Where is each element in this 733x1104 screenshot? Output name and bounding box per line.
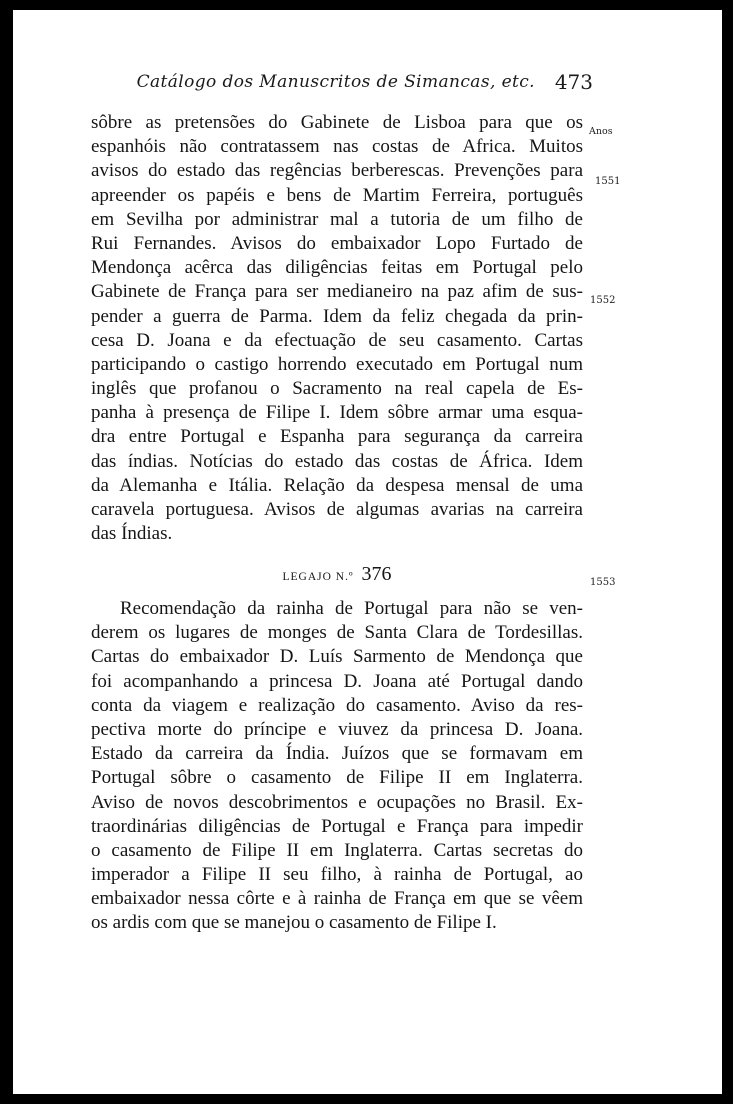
text-line: Rui Fernandes. Avisos do embaixador Lopo Furtado de (91, 232, 583, 254)
text-line: pectiva morte do príncipe e viuvez da princesa D. Joana. (91, 718, 583, 740)
text-line: das índias. Notícias do estado das costas de África. Idem (91, 450, 583, 472)
text-line: panha à presença de Filipe I. Idem sôbre armar uma esqua- (91, 402, 583, 424)
paragraph-2 (91, 597, 583, 936)
text-line: inglês que profanou o Sacramento na real capela de Es- (91, 378, 583, 400)
legajo-number: 376 (361, 563, 392, 585)
text-line: em Sevilha por administrar mal a tutoria de um filho de (91, 208, 583, 230)
margin-note-1552: 1552 (590, 295, 616, 306)
text-line: Recomendação da rainha de Portugal para não se ven- (120, 598, 583, 619)
text-line: Mendonça acêrca das diligências feitas em Portugal pelo (91, 257, 583, 279)
text-line: Aviso de novos descobrimentos e ocupações no Brasil. Ex- (91, 791, 583, 813)
text-line: espanhóis não contratassem nas costas de Africa. Muitos (91, 136, 583, 158)
text-line: avisos do estado das regências berberescas. Prevenções para (91, 160, 583, 182)
text-line: Portugal sôbre o casamento de Filipe II em Inglaterra. (91, 767, 583, 789)
text-line: embaixador nessa côrte e à rainha de França em que se vêem (91, 888, 583, 910)
text-line: o casamento de Filipe II em Inglaterra. Cartas secretas do (91, 839, 583, 861)
text-line: foi acompanhando a princesa D. Joana até Portugal dando (91, 670, 583, 692)
text-line: Estado da carreira da Índia. Juízos que se formavam em (91, 743, 583, 765)
book-page (13, 10, 722, 1094)
text-line: pender a guerra de Parma. Idem da feliz chegada da prin- (91, 305, 583, 327)
paragraph-1 (91, 111, 583, 546)
running-head (13, 72, 608, 98)
page-number: 473 (554, 70, 593, 94)
text-line: conta da viagem e realização do casamento. Aviso da res- (91, 694, 583, 716)
margin-note-anos: Anos (589, 126, 613, 137)
text-line: cesa D. Joana e da efectuação de seu casamento. Cartas (91, 329, 583, 351)
text-line: das Índias. (91, 523, 173, 545)
legajo-heading (91, 563, 583, 586)
text-line: participando o castigo horrendo executado em Portugal num (91, 353, 583, 375)
text-line: caravela portuguesa. Avisos de algumas avarias na carreira (91, 499, 583, 520)
margin-note-1553: 1553 (590, 577, 616, 588)
text-line: os ardis com que se manejou o casamento de Filipe I. (91, 912, 497, 934)
text-line: Gabinete de França para ser medianeiro na paz afim de sus- (91, 281, 583, 303)
text-line: sôbre as pretensões do Gabinete de Lisboa para que os (91, 112, 583, 133)
text-line: traordinárias diligências de Portugal e França para impedir (91, 815, 583, 837)
text-line: derem os lugares de monges de Santa Clara de Tordesillas. (91, 622, 583, 644)
text-line: da Alemanha e Itália. Relação da despesa mensal de uma (91, 474, 583, 496)
running-title: Catálogo dos Manuscritos de Simancas, etc. (136, 72, 535, 92)
text-line: Cartas do embaixador D. Luís Sarmento de Mendonça que (91, 646, 583, 668)
margin-note-1551: 1551 (595, 176, 621, 187)
legajo-label: LEGAJO N.º (282, 571, 354, 583)
text-line: dra entre Portugal e Espanha para segurança da carreira (91, 426, 583, 448)
text-line: imperador a Filipe II seu filho, à rainha de Portugal, ao (91, 864, 583, 886)
text-line: apreender os papéis e bens de Martim Ferreira, português (91, 184, 583, 206)
